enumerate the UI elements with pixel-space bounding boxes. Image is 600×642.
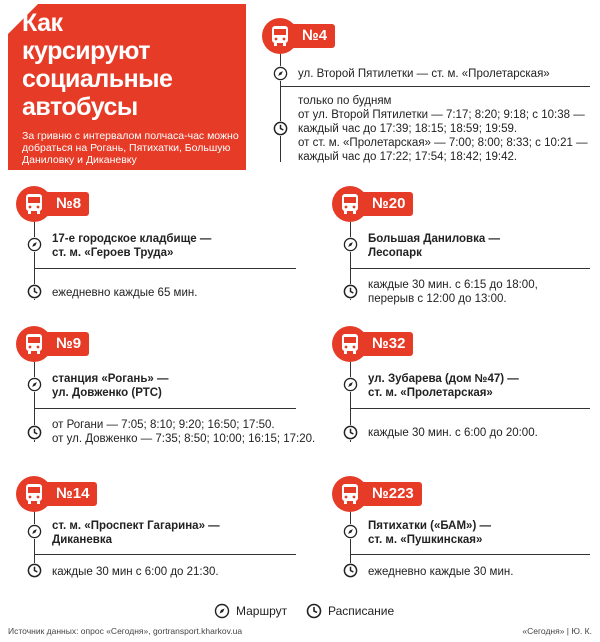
route-path: 17-е городское кладбище — ст. м. «Героев Труда» [52, 233, 212, 259]
route-path: ст. м. «Проспект Гагарина» — Диканевка [52, 520, 220, 546]
clock-icon [343, 284, 358, 299]
bus-icon [332, 326, 368, 362]
bus-icon [332, 186, 368, 222]
route-number: №9 [44, 332, 89, 356]
route-divider [34, 268, 296, 269]
route-divider [350, 554, 590, 555]
route-divider [34, 408, 296, 409]
route-number: №223 [360, 482, 422, 506]
compass-icon [27, 237, 42, 252]
title-line-1: Как [22, 9, 63, 37]
route-badge-4 [262, 18, 335, 54]
route-schedule: каждые 30 мин. с 6:00 до 20:00. [368, 427, 538, 439]
route-path: Пятихатки («БАМ») — ст. м. «Пушкинская» [368, 520, 491, 546]
bus-icon [16, 186, 52, 222]
bus-icon [16, 476, 52, 512]
title-line-2: курсируют [22, 37, 150, 65]
route-number: №4 [290, 24, 335, 48]
compass-icon [343, 237, 358, 252]
route-divider [350, 408, 590, 409]
route-path: станция «Рогань» — ул. Довженко (РТС) [52, 373, 169, 399]
route-number: №8 [44, 192, 89, 216]
legend-route-label: Маршрут [236, 604, 288, 618]
bus-icon [16, 326, 52, 362]
route-schedule: каждые 30 мин. с 6:15 до 18:00, перерыв с 12:00 до 13:00. [368, 279, 538, 305]
corner-notch [8, 4, 38, 34]
route-badge-223 [332, 476, 422, 512]
clock-icon [27, 284, 42, 299]
route-divider [350, 268, 590, 269]
compass-icon [343, 524, 358, 539]
title-panel [8, 4, 246, 170]
clock-icon [343, 563, 358, 578]
route-schedule: ежедневно каждые 30 мин. [368, 566, 514, 578]
route-path: ул. Второй Пятилетки — ст. м. «Пролетарская» [298, 68, 550, 80]
route-badge-20 [332, 186, 413, 222]
compass-icon [273, 66, 288, 81]
route-badge-9 [16, 326, 89, 362]
route-path: Большая Даниловка — Лесопарк [368, 233, 500, 259]
route-divider [280, 86, 590, 87]
route-schedule: от Рогани — 7:05; 8:10; 9:20; 16:50; 17:50. от ул. Довженко — 7:35; 8:50; 10:00; 16:15; 17:20. [52, 419, 316, 445]
compass-icon [27, 377, 42, 392]
route-badge-8 [16, 186, 89, 222]
compass-icon [27, 524, 42, 539]
bus-icon [262, 18, 298, 54]
author-credit: «Сегодня» | Ю. К. [522, 626, 592, 636]
route-badge-32 [332, 326, 413, 362]
clock-icon [343, 425, 358, 440]
route-schedule: ежедневно каждые 65 мин. [52, 287, 198, 299]
title-line-3: социальные [22, 65, 173, 93]
route-path: ул. Зубарева (дом №47) — ст. м. «Пролетарская» [368, 373, 519, 399]
title-subtitle: За гривню с интервалом полчаса-час можно добраться на Рогань, Пятихатки, Большую Даниловку и Диканевку [22, 130, 239, 166]
clock-icon [273, 121, 288, 136]
route-number: №32 [360, 332, 413, 356]
route-schedule: только по будням от ул. Второй Пятилетки — 7:17; 8:20; 9:18; с 10:38 — каждый час до 17:39; 18:15; 18:59; 19:59. от ст. м. «Пролетарская» — 7:00; 8:00; 8:33; с 10:21 — каждый час до 17:22; 17:54; 18:42; 19:42. [298, 95, 588, 163]
route-number: №14 [44, 482, 97, 506]
clock-icon [306, 603, 322, 619]
compass-icon [343, 377, 358, 392]
bus-icon [332, 476, 368, 512]
legend-schedule-label: Расписание [328, 604, 395, 618]
route-schedule: каждые 30 мин с 6:00 до 21:30. [52, 566, 219, 578]
clock-icon [27, 563, 42, 578]
title-line-4: автобусы [22, 93, 138, 121]
route-number: №20 [360, 192, 413, 216]
route-badge-14 [16, 476, 97, 512]
clock-icon [27, 425, 42, 440]
route-divider [34, 554, 296, 555]
compass-icon [214, 603, 230, 619]
source-credit: Источник данных: опрос «Сегодня», gortransport.kharkov.ua [8, 626, 243, 636]
